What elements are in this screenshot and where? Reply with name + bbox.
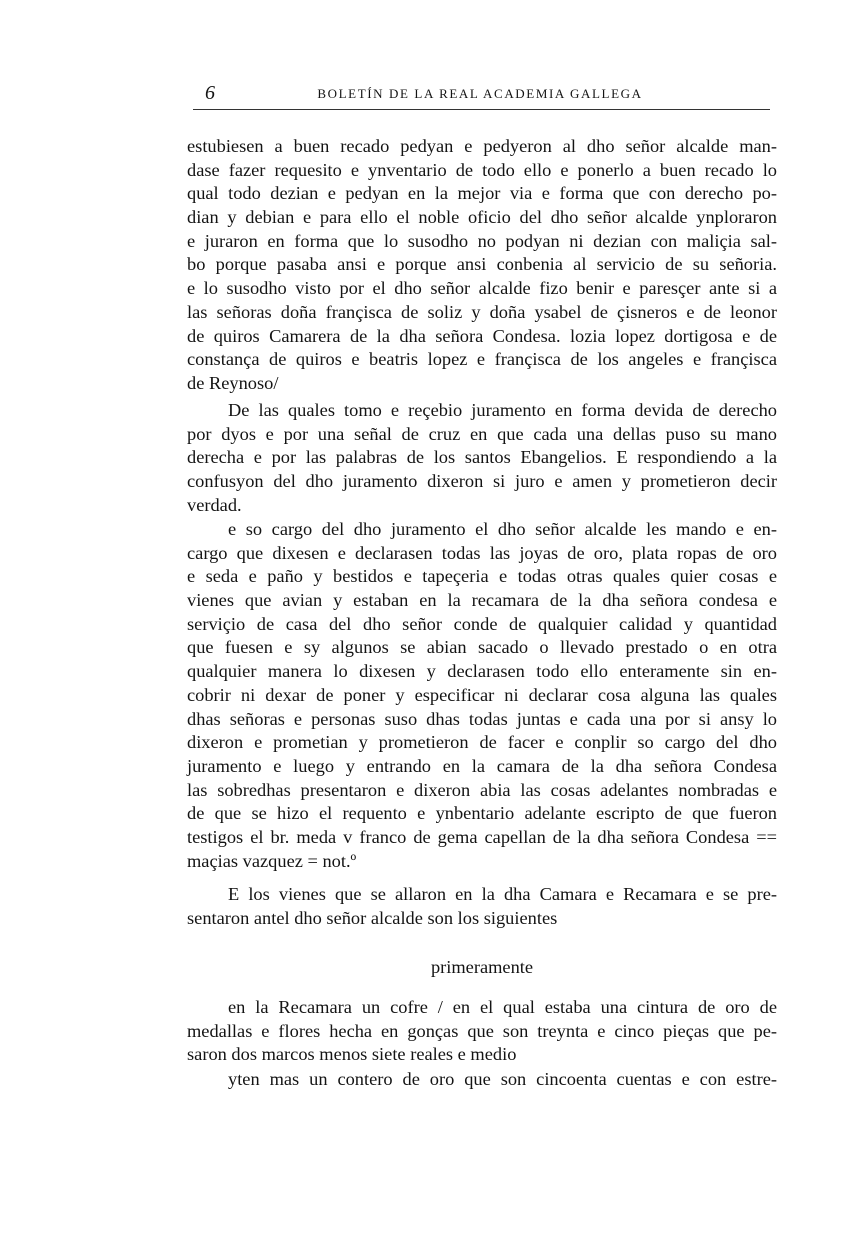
text-line: de quiros Camarera de la dha señora Condesa. lozia lopez dortigosa e de [187, 325, 777, 346]
text-line: verdad. [187, 494, 242, 515]
text-line: por dyos e por una señal de cruz en que cada una dellas puso su mano [187, 423, 777, 444]
text-line: dian y debian e para ello el noble oficio del dho señor alcalde ynploraron [187, 207, 777, 228]
text-line: saron dos marcos menos siete reales e medio [187, 1044, 517, 1065]
text-line: dixeron e prometian y prometieron de facer e conplir so cargo del dho [187, 732, 777, 753]
header-rule [193, 109, 770, 110]
text-line: dase fazer requesito e ynventario de todo ello e ponerlo a buen recado lo [187, 159, 777, 180]
paragraph-4 [187, 883, 777, 930]
text-line: confusyon del dho juramento dixeron si juro e amen y prometieron decir [187, 471, 777, 492]
text-line: qualquier manera lo dixesen y declarasen todo ello enteramente sin en- [187, 661, 777, 682]
text-line: e lo susodho visto por el dho señor alcalde fizo benir e paresçer ante si a [187, 278, 777, 299]
text-line: serviçio de casa del dho señor conde de qualquier calidad y quantidad [187, 613, 777, 634]
text-line: cargo que dixesen e declarasen todas las joyas de oro, plata ropas de oro [187, 542, 777, 563]
text-line: e seda e paño y bestidos e tapeçeria e todas otras quales quier cosas e [187, 566, 777, 587]
running-title: BOLETÍN DE LA REAL ACADEMIA GALLEGA [317, 86, 643, 101]
text-line: e so cargo del dho juramento el dho señor alcalde les mando e en- [228, 519, 777, 539]
paragraph-3 [187, 518, 777, 873]
text-line: E los vienes que se allaron en la dha Camara e Recamara e se pre- [228, 884, 777, 904]
paragraph-1 [187, 135, 777, 396]
text-line: sentaron antel dho señor alcalde son los siguientes [187, 907, 558, 928]
section-heading: primeramente [430, 957, 534, 977]
text-line: vienes que avian y estaban en la recamara de la dha señora condesa e [187, 590, 777, 611]
text-line: maçias vazquez = not.º [187, 850, 357, 871]
text-line: bo porque pasaba ansi e porque ansi conbenia al servicio de su señoria. [187, 254, 777, 275]
text-line: e juraron en forma que lo susodho no podyan ni dezian con maliçia sal- [187, 230, 777, 251]
text-line: que fuesen e sy algunos se abian sacado o llevado prestado o en otra [187, 637, 777, 658]
paragraph-6 [187, 1068, 777, 1092]
text-line: dhas señoras e personas suso dhas todas juntas e cada una por si ansy lo [187, 708, 777, 729]
text-line: de que se hizo el requento e ynbentario adelante escripto de que fueron [187, 803, 777, 824]
text-line: de Reynoso/ [187, 372, 279, 393]
text-line: qual todo dezian e pedyan en la mejor via e forma que con derecho po- [187, 183, 777, 204]
text-line: medallas e flores hecha en gonças que son treynta e cinco pieças que pe- [187, 1020, 777, 1041]
text-line: yten mas un contero de oro que son cincoenta cuentas e con estre- [228, 1069, 777, 1089]
paragraph-2 [187, 399, 777, 517]
text-line: De las quales tomo e reçebio juramento en forma devida de derecho [228, 400, 777, 420]
text-line: constança de quiros e beatris lopez e françisca de los angeles e françisca [187, 349, 777, 370]
text-line: en la Recamara un cofre / en el qual estaba una cintura de oro de [228, 997, 777, 1017]
paragraph-5 [187, 996, 777, 1067]
text-line: juramento e luego y entrando en la camara de la dha señora Condesa [187, 755, 777, 776]
text-line: derecha e por las palabras de los santos Ebangelios. E respondiendo a la [187, 447, 777, 468]
text-line: las sobredhas presentaron e dixeron abia las cosas adelantes nombradas e [187, 779, 777, 800]
text-line: cobrir ni dexar de poner y especificar ni declarar cosa alguna las quales [187, 684, 777, 705]
page-number: 6 [205, 82, 215, 104]
text-line: las señoras doña françisca de soliz y doña ysabel de çisneros e de leonor [187, 301, 777, 322]
text-line: estubiesen a buen recado pedyan e pedyeron al dho señor alcalde man- [187, 136, 777, 156]
text-line: testigos el br. meda v franco de gema capellan de la dha señora Condesa == [187, 826, 777, 847]
